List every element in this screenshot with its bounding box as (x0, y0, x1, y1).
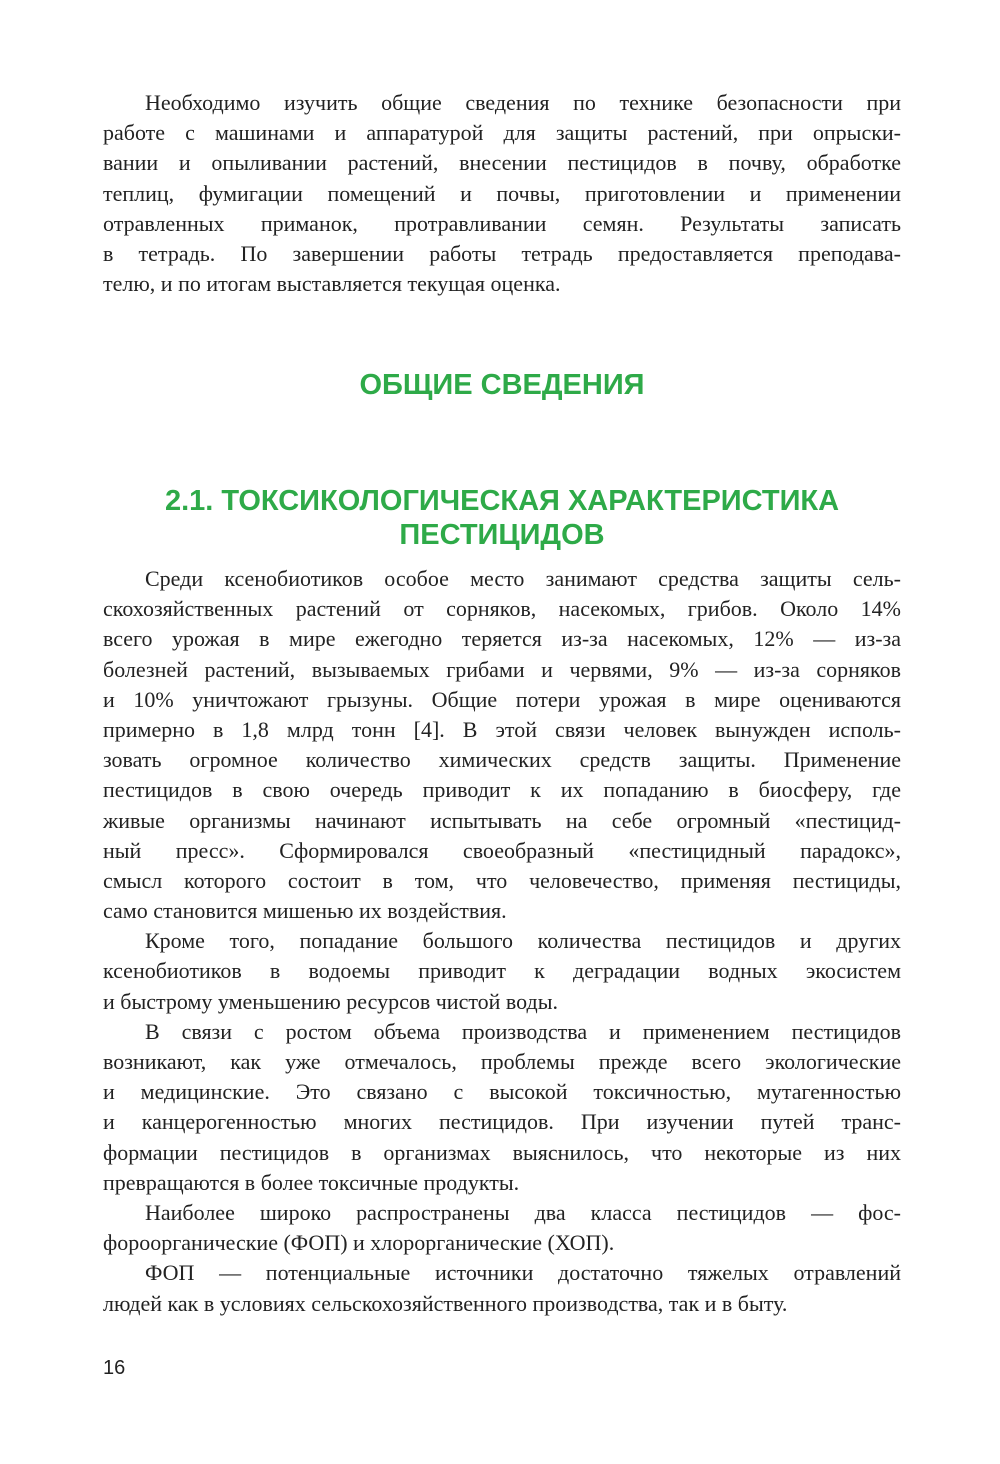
paragraph-line: зовать огромное количество химических средств защиты. Применение (103, 747, 901, 773)
paragraph-line: ксенобиотиков в водоемы приводит к деградации водных экосистем (103, 958, 901, 984)
paragraph-line: фороорганические (ФОП) и хлорорганические (ХОП). (103, 1230, 615, 1256)
paragraph-line: теплиц, фумигации помещений и почвы, приготовлении и применении (103, 180, 901, 206)
paragraph-line: превращаются в более токсичные продукты. (103, 1169, 520, 1195)
paragraph-line: формации пестицидов в организмах выяснилось, что некоторые из них (103, 1139, 901, 1165)
paragraph-line: и 10% уничтожают грызуны. Общие потери урожая в мире оцениваются (103, 686, 901, 712)
section-heading: ОБЩИЕ СВЕДЕНИЯ (359, 369, 645, 401)
subsection-heading-line: ПЕСТИЦИДОВ (399, 519, 605, 551)
subsection-heading-line: 2.1. ТОКСИКОЛОГИЧЕСКАЯ ХАРАКТЕРИСТИКА (164, 485, 840, 517)
paragraph-line: Наиболее широко распространены два класса пестицидов — фос- (145, 1199, 901, 1225)
paragraph-line: Среди ксенобиотиков особое место занимают средства защиты сель- (145, 566, 901, 591)
paragraph-line: пестицидов в свою очередь приводит к их попаданию в биосферу, где (103, 777, 901, 803)
body-paragraph (103, 1017, 901, 1198)
paragraph-line: Необходимо изучить общие сведения по технике безопасности при (145, 90, 901, 115)
paragraph-line: отравленных приманок, протравливании семян. Результаты записать (103, 210, 901, 236)
subsection-heading (103, 484, 901, 552)
paragraph-line: примерно в 1,8 млрд тонн [4]. В этой связи человек вынужден исполь- (103, 716, 901, 742)
paragraph-line: всего урожая в мире ежегодно теряется из-за насекомых, 12% — из-за (103, 626, 901, 652)
body-paragraph (103, 926, 901, 1017)
paragraph-line: болезней растений, вызываемых грибами и червями, 9% — из-за сорняков (103, 656, 901, 682)
paragraph-line: ФОП — потенциальные источники достаточно тяжелых отравлений (145, 1260, 901, 1286)
paragraph-line: живые организмы начинают испытывать на себе огромный «пестицид- (103, 807, 901, 833)
paragraph-line: смысл которого состоит в том, что человечество, применяя пестициды, (103, 867, 901, 893)
body-paragraph (103, 1258, 901, 1318)
paragraph-line: Кроме того, попадание большого количества пестицидов и других (145, 928, 901, 954)
paragraph-line: в тетрадь. По завершении работы тетрадь предоставляется преподава- (103, 240, 901, 266)
paragraph-line: вании и опыливании растений, внесении пестицидов в почву, обработке (103, 150, 901, 176)
paragraph-line: телю, и по итогам выставляется текущая оценка. (103, 271, 561, 297)
page-number: 16 (103, 1357, 126, 1379)
paragraph-line: людей как в условиях сельскохозяйственного производства, так и в быту. (103, 1290, 788, 1316)
paragraph-line: и быстрому уменьшению ресурсов чистой воды. (103, 988, 559, 1014)
paragraph-line: и канцерогенностью многих пестицидов. При изучении путей транс- (103, 1109, 901, 1135)
paragraph-line: скохозяйственных растений от сорняков, насекомых, грибов. Около 14% (103, 596, 901, 622)
intro-paragraph (103, 88, 901, 299)
paragraph-line: и медицинские. Это связано с высокой токсичностью, мутагенностью (103, 1079, 901, 1105)
paragraph-line: само становится мишенью их воздействия. (103, 898, 507, 924)
body-paragraph (103, 1198, 901, 1258)
paragraph-line: В связи с ростом объема производства и применением пестицидов (145, 1018, 901, 1044)
paragraph-line: возникают, как уже отмечалось, проблемы прежде всего экологические (103, 1049, 901, 1074)
paragraph-line: работе с машинами и аппаратурой для защиты растений, при опрыски- (103, 120, 901, 146)
body-paragraph (103, 564, 901, 926)
paragraph-line: ный пресс». Сформировался своеобразный «пестицидный парадокс», (103, 837, 901, 863)
body-text (103, 564, 901, 1319)
